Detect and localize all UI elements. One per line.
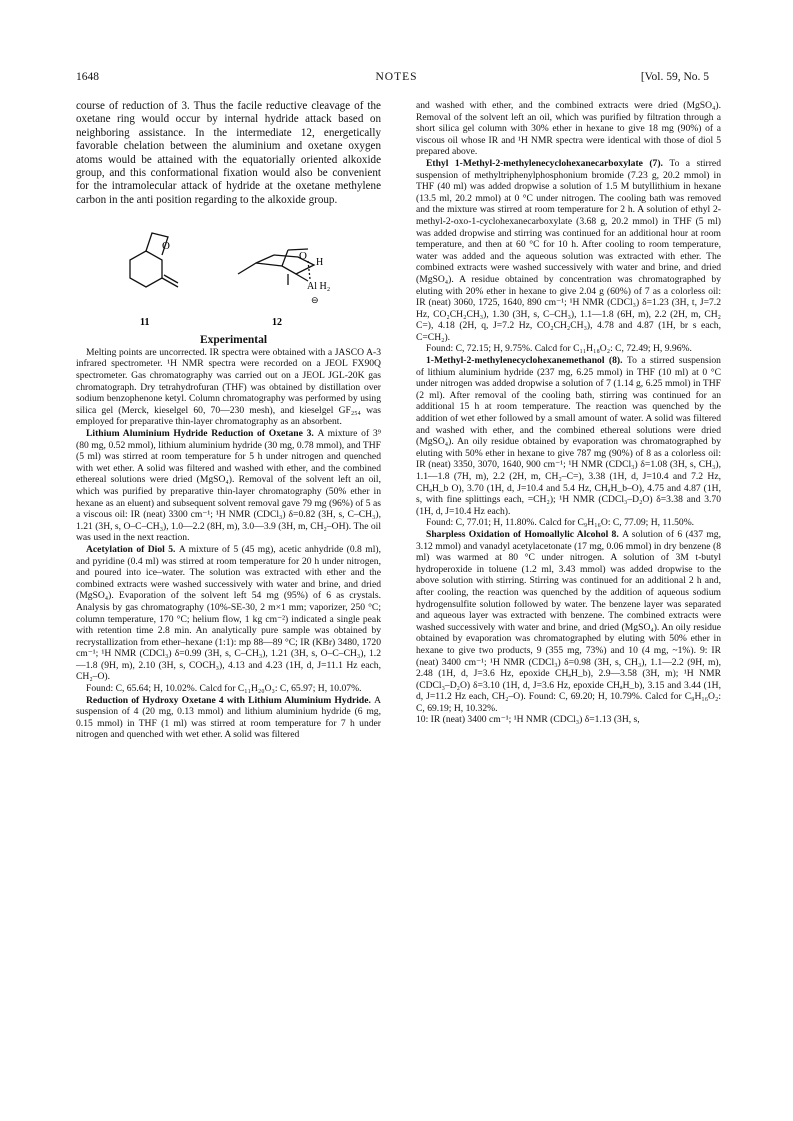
- running-header: NOTES: [375, 71, 418, 83]
- section-title: Experimental: [199, 334, 268, 347]
- procedure-text: To a stirred suspension of methyltriphenylphosphonium bromide (7.23 g, 20.2 mmol) in THF (40 ml) was added dropwise a solution of 1.5 M butyllithium in hexane (13.5 ml, 20.2 mmol) at 0 °C under nitrogen. The cooling bath was removed and the mixture was stirred at room temperature for 2 h. A solution of ethyl 2-methyl-2-oxo-1-cyclohexanecarboxylate (3.68 g, 20.2 mmol) in THF (5 ml) was added dropwise and stirring was continued for an additional hour at room temperature, and then at 60 °C for 10 h. After cooling to room temperature, water was added and the aqueous solution was extracted with ether. The combined extracts were washed successively with water and brine, and dried (MgSO₄). A residue obtained by concentration was chromatographed by eluting with 20% ether in hexane to give 2.04 g (60%) of 7 as a colorless oil: IR (neat) 3060, 1725, 1640, 890 cm⁻¹; ¹H NMR (CDCl₃) δ=1.23 (3H, t, J=7.2 Hz, CO₂CH₂CH₃), 1.30 (3H, s, C–CH₃), 1.1—1.8 (6H, m), 2.2 (2H, m, CH₂ C=), 4.18 (2H, q, J=7.2 Hz, CO₂CH₂CH₃), 4.78 and 4.87 (1H, br s each, C=CH₂).: [416, 157, 721, 343]
- oxygen-atom-11: O: [162, 240, 170, 253]
- negative-charge-12: ⊖: [311, 295, 319, 306]
- structure-drawings: [76, 213, 381, 335]
- continued-paragraph: 10: IR (neat) 3400 cm⁻¹; ¹H NMR (CDCl₃) δ=1.13 (3H, s,: [416, 714, 640, 726]
- procedure-paragraph: [76, 544, 381, 683]
- analysis-paragraph: Found: C, 77.01; H, 11.80%. Calcd for C₉H₁₆O: C, 77.09; H, 11.50%.: [426, 517, 695, 529]
- procedure-heading: Lithium Aluminium Hydride Reduction of Oxetane 3.: [86, 428, 314, 439]
- analysis-paragraph: Found: C, 72.15; H, 9.75%. Calcd for C₁₁H₁₈O₂: C, 72.49; H, 9.96%.: [426, 343, 692, 355]
- oxetane-bond-12: [282, 250, 288, 266]
- procedure-heading: Acetylation of Diol 5.: [86, 543, 176, 555]
- procedure-heading: 1-Methyl-2-methylenecyclohexanemethanol (8).: [426, 355, 623, 367]
- oxygen-atom-12: O: [299, 250, 307, 263]
- page-number: 1648: [76, 71, 99, 83]
- general-methods-paragraph: Melting points are uncorrected. IR spectra were obtained with a JASCO A-3 infrared spectrometer. ¹H NMR spectra were recorded on a JEOL FX90Q spectrometer. Gas chromatography was carried out on a JEOL JGL-20K gas chromatograph. Dry tetrahydrofuran (THF) was obtained by distillation over sodium benzophenone ketyl. Column chromatography was performed by using silica gel (Merck, kieselgel 60, 70—230 mesh), and kieselgel GF₂₅₄ was employed for preparative thin-layer chromatography as an absorbent.: [76, 346, 381, 428]
- procedure-text: A solution of 6 (437 mg, 3.12 mmol) and vanadyl acetylacetonate (17 mg, 0.06 mmol) in dry benzene (8 ml) was warmed at 80 °C under nitrogen. A solution of 3M t-butyl hydroperoxide in toluene (1.2 ml, 3.43 mmol) was added dropwise to the above solution with stirring. Stirring was continued for an additional 2 h and, after cooling, the reaction was quenched by the addition of aqueous sodium hydrogensulfite solution followed by water. The benzene layer was separated and aqueous layer was extracted with benzene. The combined extracts were washed successively with water and brine, and dried (MgSO₄). An oily residue obtained by evaporation was chromatographed by eluting with 50% ether in hexane to give two products, 9 (355 mg, 73%) and 10 (4 mg, ~1%). 9: IR (neat) 3400 cm⁻¹; ¹H NMR (CDCl₃) δ=0.98 (3H, s, CH₃), 1.1—2.2 (9H, m), 2.48 (1H, d, J=3.6 Hz, epoxide CHₐH_b), 2.9—3.58 (3H, m); ¹H NMR (CDCl₃–D₂O) δ=3.10 (1H, d, J=3.6 Hz, epoxide CHₐH_b), 3.15 and 3.44 (1H, d, J=11.2 Hz each, CH₂–O). Found: C, 69.20; H, 10.79%. Calcd for C₉H₁₆O₂: C, 69.19; H, 10.32%.: [416, 528, 721, 714]
- compound-label-11: 11: [140, 317, 150, 329]
- right-column: [416, 100, 721, 726]
- procedure-text: To a stirred suspension of lithium aluminium hydride (237 mg, 6.25 mmol) in THF (10 ml) at 0 °C under nitrogen was added dropwise a solution of 7 (1.14 g, 6.25 mmol) in THF (2 ml). After removal of the cooling bath, stirring was continued for an additional 15 h at room temperature. The reaction was quenched by the addition of wet ether followed by a small amount of water. A solid was filtered and washed with ether, and the combined ethereal solutions were dried (MgSO₄). An oily residue obtained by evaporation was chromatographed by eluting with 50% ether in hexane to give 787 mg (90%) of 8 as a colorless oil: IR (neat) 3350, 3070, 1640, 900 cm⁻¹; ¹H NMR (CDCl₃) δ=1.08 (3H, s, CH₃), 1.1—1.8 (7H, m), 2.2 (2H, m, CH₂–C=), 3.38 (1H, d, J=10.4 and 7.2 Hz, CHₐH_b O), 3.70 (1H, d, J=10.4 and 5.4 Hz, CHₐH_b–O), 4.75 and 4.87 (1H, s, with fine splittings each, =CH₂); ¹H NMR (CDCl₃–D₂O) δ=3.38 and 3.70 (1H, d, J=10.4 Hz each).: [416, 355, 721, 517]
- volume-label: [Vol. 59, No. 5: [640, 71, 709, 83]
- intro-paragraph: course of reduction of 3. Thus the facile reductive cleavage of the oxetane ring would occur by internal hydride attack based on neighboring assistance. In the intermediate 12, energetically favorable chelation between the aluminium and oxetane oxygen atoms would be attained with the equatorially oriented alkoxide group, and this conformational fixation would also be convenient for the intramolecular attack of hydride at the oxetane methylene carbon in the anti position regarding to the alkoxide group.: [76, 100, 381, 206]
- aluminium-atom-12: Al H₂: [307, 281, 331, 293]
- procedure-paragraph: [416, 158, 721, 344]
- procedure-paragraph: [76, 695, 381, 741]
- alkoxide-bond-12: [296, 274, 308, 281]
- left-column: [76, 100, 381, 741]
- cyclohexane-ring-11: [130, 251, 162, 287]
- procedure-text: A suspension of 4 (20 mg, 0.13 mmol) and lithium aluminium hydride (6 mg, 0.15 mmol) in THF (1 ml) was stirred at room temperature for 7 h under nitrogen and quenched with wet ether. A solid was filtered: [76, 694, 381, 741]
- procedure-heading: Sharpless Oxidation of Homoallylic Alcohol 8.: [426, 528, 619, 540]
- procedure-heading: Ethyl 1-Methyl-2-methylenecyclohexanecarboxylate (7).: [426, 157, 663, 169]
- continued-paragraph: and washed with ether, and the combined extracts were dried (MgSO₄). Removal of the solvent left an oil, which was purified by filtration through a short silica gel column with 30% ether in hexane to give 18 mg (90%) of a viscous oil whose IR and ¹H NMR spectra were identical with those of diol 5 prepared above.: [416, 100, 721, 158]
- procedure-paragraph: [416, 529, 721, 715]
- methylene-bond-11: [162, 278, 178, 287]
- chemical-structures-figure: [76, 213, 381, 335]
- procedure-paragraph: [76, 428, 381, 544]
- procedure-text: A mixture of 5 (45 mg), acetic anhydride (0.8 ml), and pyridine (0.4 ml) was stirred at room temperature for 20 h under nitrogen, and poured into ice–water. The solution was extracted with ether and the combined extracts were washed successively with water and brine, and dried (MgSO₄). Evaporation of the solvent left 54 mg (95%) of 6 as crystals. Analysis by gas chromatography (10%-SE-30, 2 m×1 mm; vaporizer, 250 °C; column temperature, 170 °C; helium flow, 1 kg cm⁻²) indicated a single peak with retention time 2.8 min. An analytically pure sample was obtained by recrystallization from ether–hexane (1:1): mp 88—89 °C; IR (KBr) 3480, 1720 cm⁻¹; ¹H NMR (CDCl₃) δ=0.99 (3H, s, C–CH₃), 1.21 (3H, s, O–C–CH₃), 1.2—1.8 (9H, m), 2.10 (3H, s, COCH₃), 4.13 and 4.23 (1H, d, J=11.1 Hz each, CH₂–O).: [76, 543, 381, 683]
- procedure-paragraph: [416, 355, 721, 517]
- procedure-heading: Reduction of Hydroxy Oxetane 4 with Lithium Aluminium Hydride.: [86, 694, 371, 706]
- analysis-paragraph: Found: C, 65.64; H, 10.02%. Calcd for C₁₁H₂₀O₃: C, 65.97; H, 10.07%.: [86, 683, 362, 695]
- procedure-text: A mixture of 3⁹ (80 mg, 0.52 mmol), lithium aluminium hydride (30 mg, 0.78 mmol), and THF (5 ml) was stirred at room temperature for 5 h under nitrogen and quenched with wet ether. A solid was filtered and washed with ether, and the combined ethereal solutions were dried (MgSO₄). Removal of the solvent left an oil, which was purified by preparative thin-layer chromatography (50% ether in hexane as an eluent) and subsequent solvent removal gave 79 mg (96%) of 5 as a viscous oil: IR (neat) 3300 cm⁻¹; ¹H NMR (CDCl₃) δ=0.82 (3H, s, C–CH₃), 1.21 (3H, s, O–C–CH₃), 1.0—2.2 (8H, m), 3.0—3.9 (3H, m, CH₂–OH). The oil was used in the next reaction.: [76, 428, 381, 544]
- hydrogen-atom-12: H: [316, 257, 324, 269]
- compound-label-12: 12: [272, 317, 282, 329]
